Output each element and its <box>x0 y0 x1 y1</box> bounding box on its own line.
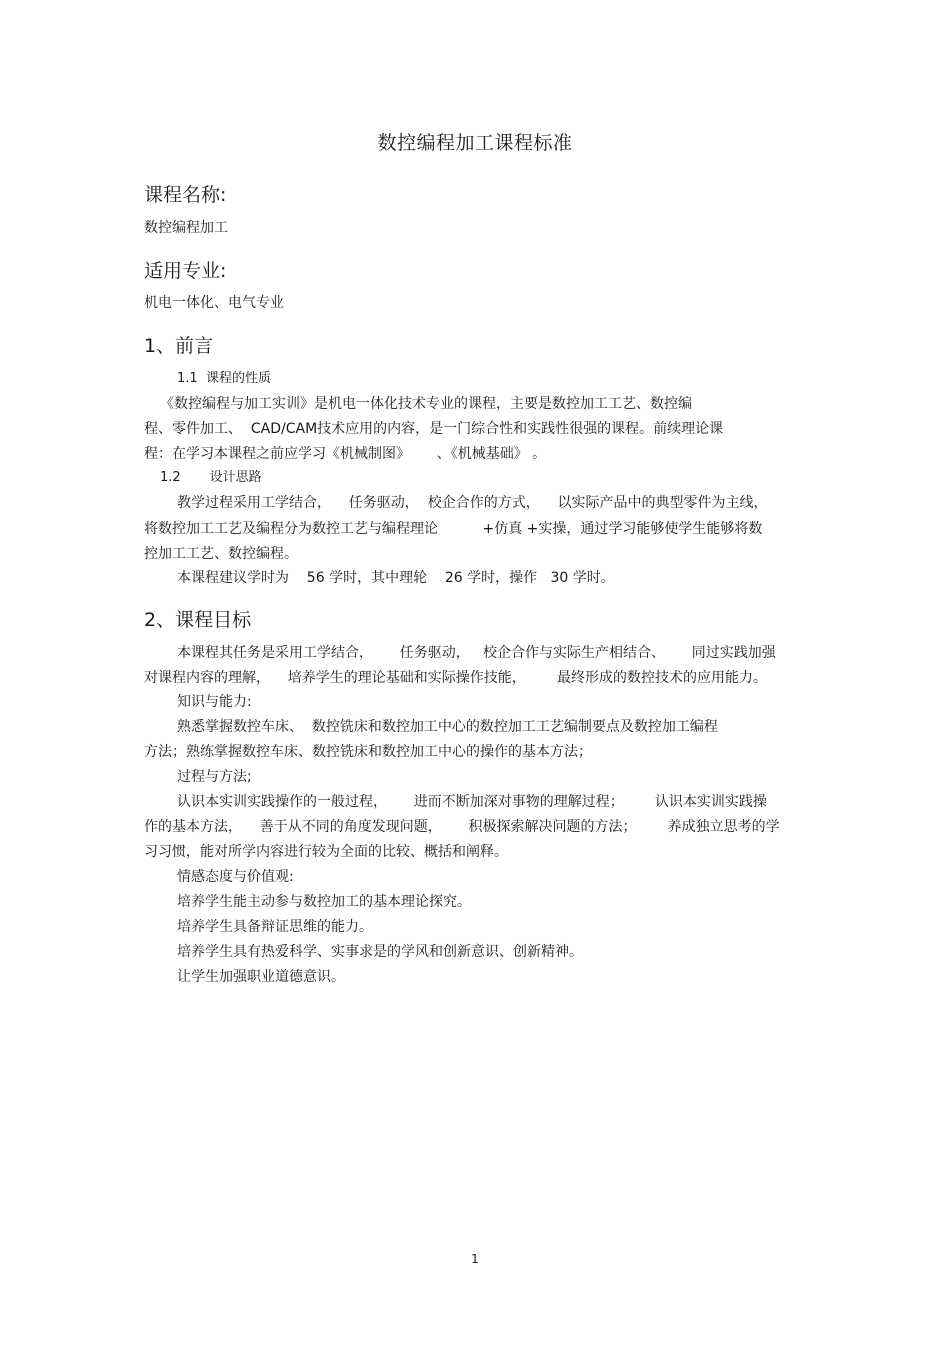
paragraph-line: 控加工工艺、数控编程。 <box>144 546 298 562</box>
paragraph-line: 作的基本方法， 善于从不同的角度发现问题， 积极探索解决问题的方法； 养成独立思考的学 <box>144 819 780 835</box>
paragraph-line: 培养学生具备辩证思维的能力。 <box>177 919 373 935</box>
paragraph-line: 本课程其任务是采用工学结合， 任务驱动， 校企合作与实际生产相结合、 同过实践加强 <box>177 645 776 661</box>
paragraph-line: 培养学生能主动参与数控加工的基本理论探究。 <box>177 894 471 910</box>
paragraph-line: 将数控加工工艺及编程分为数控工艺与编程理论 +仿真 +实操，通过学习能够使学生能够将数 <box>144 521 763 537</box>
knowledge-heading: 知识与能力: <box>177 694 252 710</box>
paragraph-line: 教学过程采用工学结合， 任务驱动， 校企合作的方式， 以实际产品中的典型零件为主线， <box>177 495 768 511</box>
paragraph-line: 熟悉掌握数控车床、 数控铣床和数控加工中心的数控加工工艺编制要点及数控加工编程 <box>177 719 718 735</box>
paragraph-line: 本课程建议学时为 56 学时，其中理轮 26 学时，操作 30 学时。 <box>177 570 615 586</box>
attitude-heading: 情感态度与价值观: <box>177 869 294 885</box>
method-heading: 过程与方法; <box>177 769 252 785</box>
paragraph-line: 《数控编程与加工实训》是机电一体化技术专业的课程，主要是数控加工工艺、数控编 <box>160 396 692 412</box>
paragraph-line: 方法；熟练掌握数控车床、数控铣床和数控加工中心的操作的基本方法； <box>144 744 592 760</box>
course-name-heading: 课程名称: <box>144 184 227 206</box>
paragraph-line: 认识本实训实践操作的一般过程， 进而不断加深对事物的理解过程； 认识本实训实践操 <box>177 794 767 810</box>
document-title: 数控编程加工课程标准 <box>377 132 573 154</box>
section-1-1-heading: 1.1 课程的性质 <box>177 371 271 386</box>
major: 机电一体化、电气专业 <box>144 295 284 311</box>
section-2-heading: 2、课程目标 <box>144 609 252 631</box>
paragraph-line: 让学生加强职业道德意识。 <box>177 969 345 985</box>
paragraph-line: 程、零件加工、 CAD/CAM技术应用的内容，是一门综合性和实践性很强的课程。前续理论课 <box>144 421 724 437</box>
section-1-2-heading: 1.2 设计思路 <box>160 470 262 485</box>
paragraph-line: 培养学生具有热爱科学、实事求是的学风和创新意识、创新精神。 <box>177 944 583 960</box>
paragraph-line: 习习惯，能对所学内容进行较为全面的比较、概括和阐释。 <box>144 844 508 860</box>
course-name: 数控编程加工 <box>144 220 228 236</box>
page-number: 1 <box>471 1252 479 1266</box>
paragraph-line: 对课程内容的理解， 培养学生的理论基础和实际操作技能， 最终形成的数控技术的应用能力。 <box>144 670 767 686</box>
major-heading: 适用专业: <box>144 260 227 282</box>
paragraph-line: 程：在学习本课程之前应学习《机械制图》 、《机械基础》 。 <box>144 446 547 462</box>
section-1-heading: 1、前言 <box>144 335 214 357</box>
